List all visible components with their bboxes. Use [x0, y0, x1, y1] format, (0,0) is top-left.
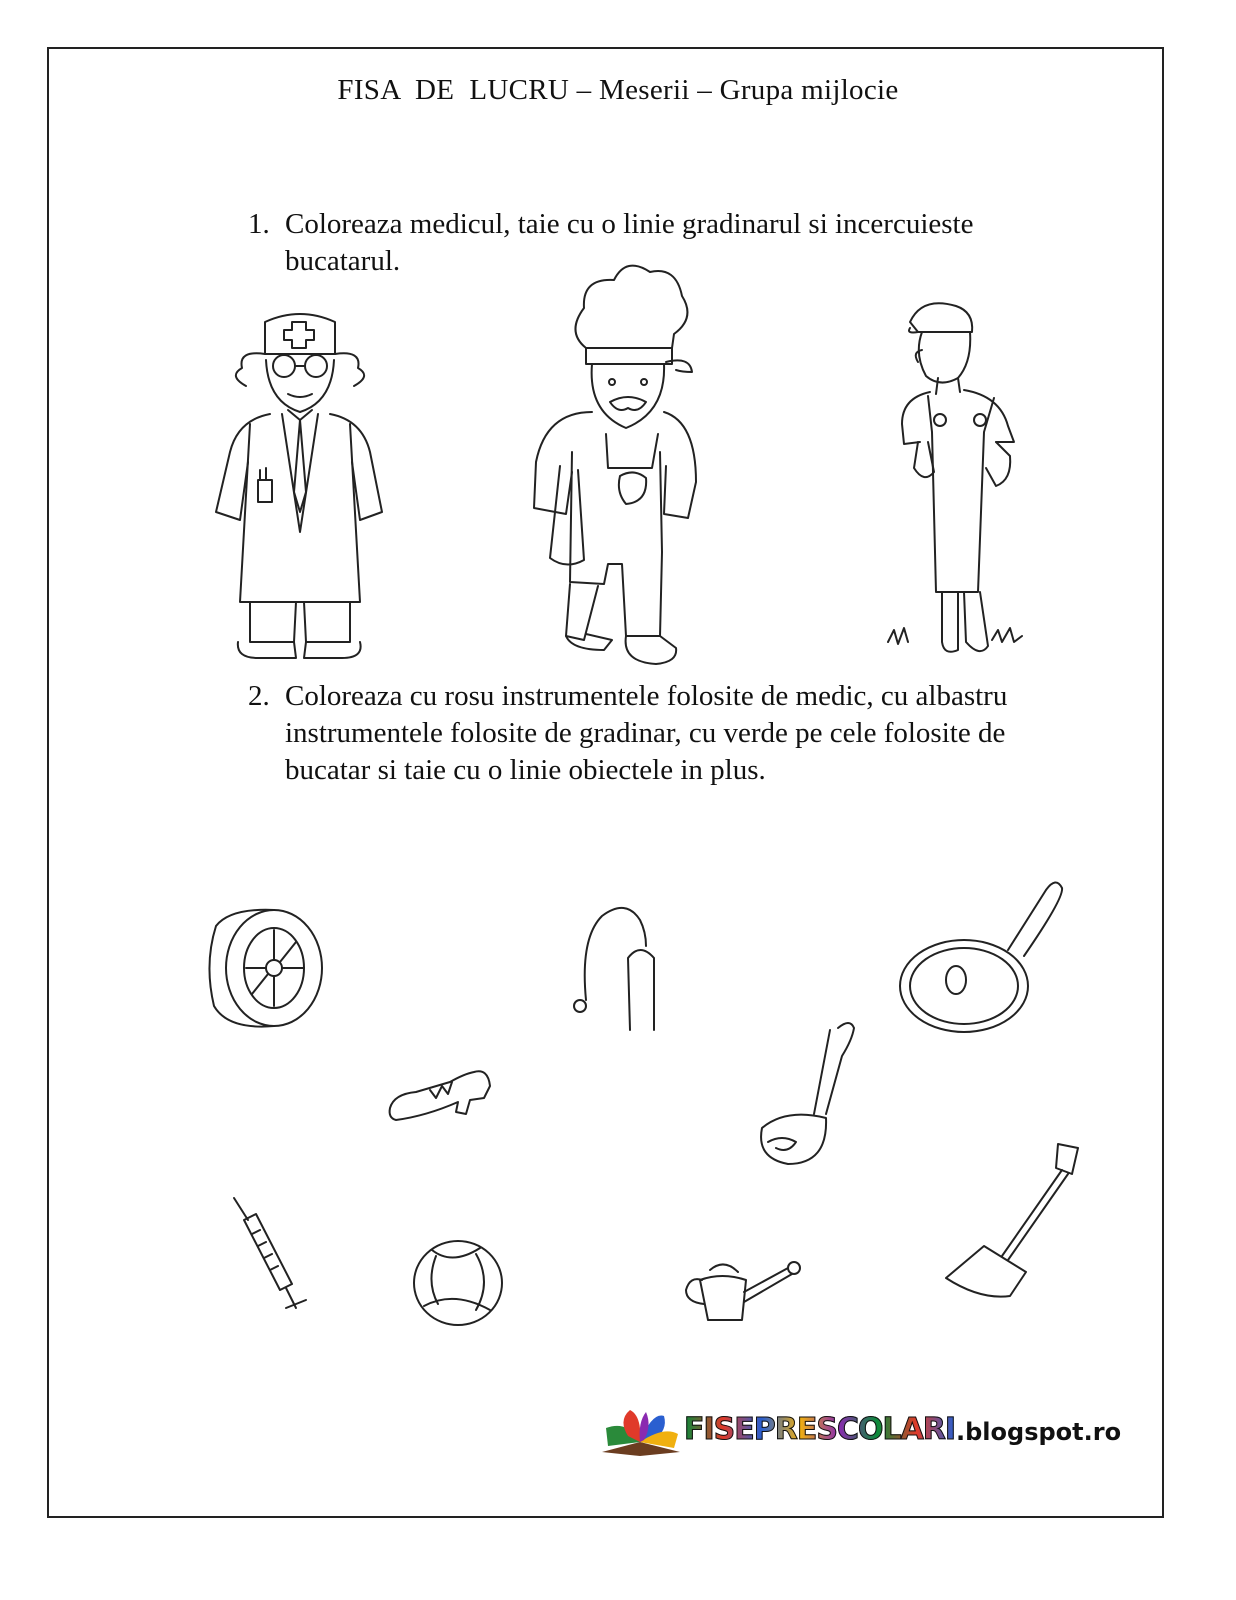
task-2: [248, 678, 1065, 789]
syringe-icon: [226, 1196, 310, 1318]
tire-icon: [200, 906, 328, 1030]
chef-illustration: [526, 252, 702, 668]
frying-pan-icon: [896, 876, 1068, 1040]
doctor-illustration: [210, 302, 390, 664]
stethoscope-icon: [566, 898, 666, 1038]
book-rainbow-icon: [598, 1406, 684, 1458]
ladle-icon: [752, 1016, 868, 1166]
task-2-number: 2.: [248, 680, 270, 712]
gardener-illustration: [888, 292, 1036, 676]
shovel-icon: [940, 1138, 1090, 1302]
site-logo[interactable]: [598, 1406, 1122, 1458]
logo-domain-text: .blogspot.ro: [956, 1418, 1122, 1446]
watering-can-icon: [684, 1250, 804, 1324]
task-1-number: 1.: [248, 208, 270, 240]
shoe-icon: [386, 1060, 494, 1122]
worksheet-title: FISA DE LUCRU – Meserii – Grupa mijlocie: [337, 74, 899, 106]
ball-icon: [410, 1238, 506, 1328]
task-1-text: Coloreaza medicul, taie cu o linie gradinarul si incercuieste bucatarul.: [285, 208, 974, 277]
task-2-text: Coloreaza cu rosu instrumentele folosite de medic, cu albastru instrumentele folosite de gradinar, cu verde pe cele folosite de bucatar si taie cu o linie obiectele in plus.: [285, 680, 1008, 786]
logo-brand-text: FISEPRESCOLARI: [684, 1412, 956, 1447]
